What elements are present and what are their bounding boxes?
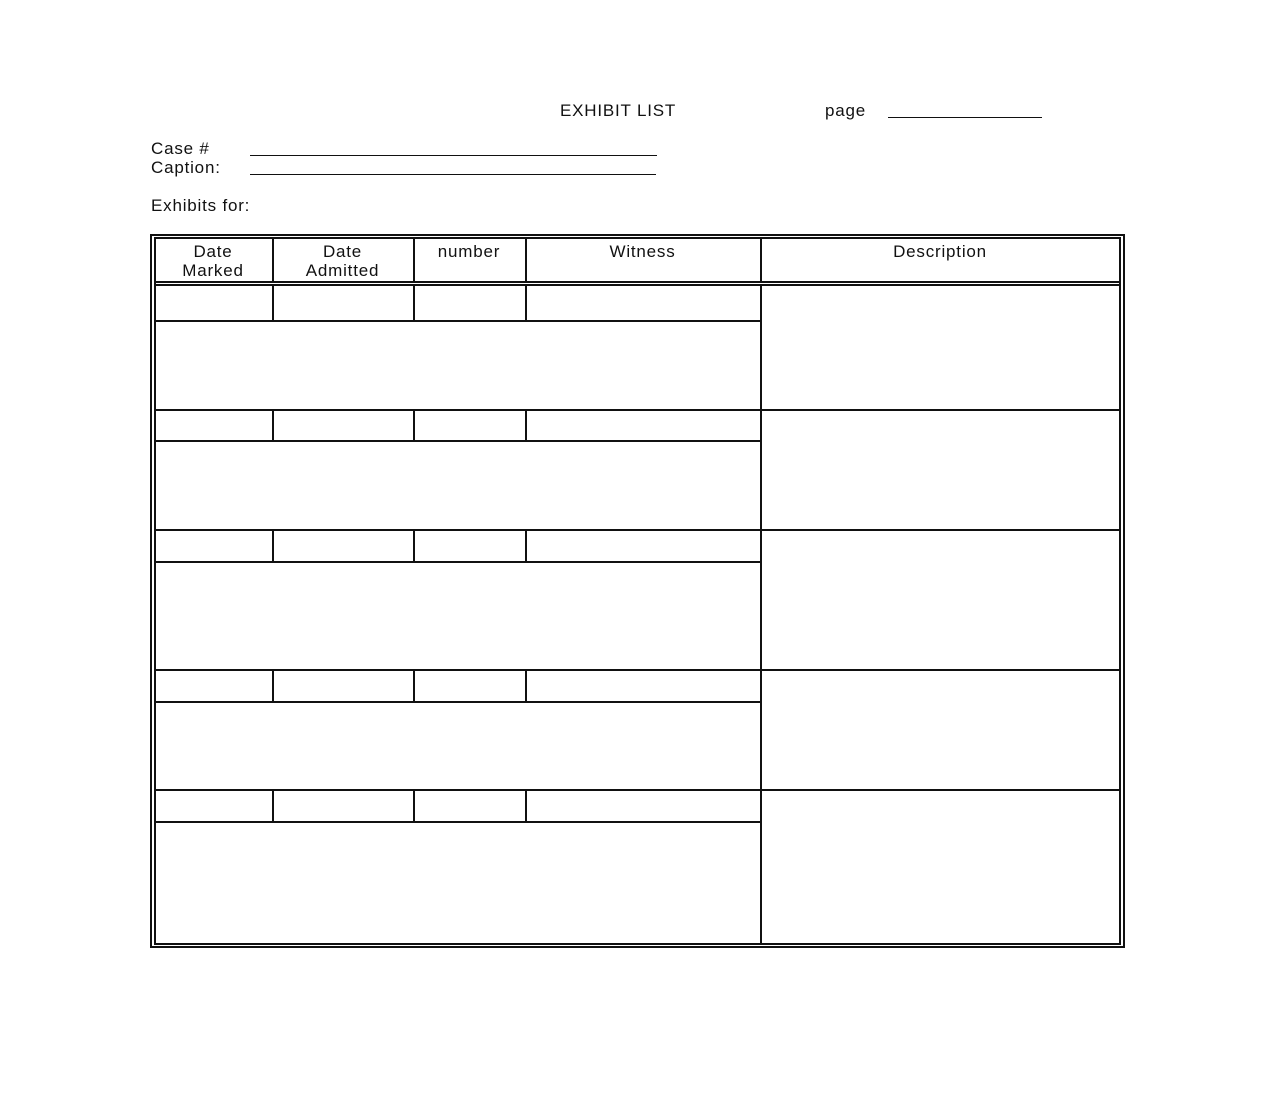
notes-field[interactable] bbox=[156, 563, 758, 668]
witness-field[interactable] bbox=[527, 411, 759, 439]
header-line-1: Witness bbox=[609, 242, 676, 261]
witness-field[interactable] bbox=[527, 531, 759, 560]
table-border bbox=[154, 943, 1121, 945]
date-admitted-field[interactable] bbox=[274, 411, 412, 439]
notes-field[interactable] bbox=[156, 322, 758, 408]
witness-field[interactable] bbox=[527, 286, 759, 319]
description-field[interactable] bbox=[762, 791, 1118, 943]
date-admitted-field[interactable] bbox=[274, 286, 412, 319]
caption-label: Caption: bbox=[151, 158, 221, 177]
header-line-1: Date bbox=[322, 242, 363, 261]
number-field[interactable] bbox=[415, 791, 524, 820]
header-line-2: Marked bbox=[182, 261, 244, 280]
document-title: EXHIBIT LIST bbox=[560, 101, 677, 120]
date-marked-field[interactable] bbox=[156, 531, 271, 560]
witness-field[interactable] bbox=[527, 671, 759, 700]
table-border bbox=[1123, 234, 1125, 948]
notes-field[interactable] bbox=[156, 703, 758, 788]
number-field[interactable] bbox=[415, 286, 524, 319]
notes-field[interactable] bbox=[156, 823, 758, 943]
table-border bbox=[150, 234, 152, 948]
header-line-1: number bbox=[437, 242, 501, 261]
date-marked-field[interactable] bbox=[156, 671, 271, 700]
header-divider bbox=[154, 281, 1121, 283]
date-admitted-field[interactable] bbox=[274, 791, 412, 820]
case-number-field[interactable] bbox=[250, 155, 657, 156]
number-field[interactable] bbox=[415, 531, 524, 560]
description-field[interactable] bbox=[762, 411, 1118, 528]
page-number-field[interactable] bbox=[888, 117, 1042, 118]
description-field[interactable] bbox=[762, 286, 1118, 408]
column-header bbox=[760, 242, 1120, 261]
page-label: page bbox=[825, 101, 867, 120]
witness-field[interactable] bbox=[527, 791, 759, 820]
column-header bbox=[154, 242, 272, 280]
number-field[interactable] bbox=[415, 411, 524, 439]
header-line-1: Date bbox=[193, 242, 233, 261]
date-marked-field[interactable] bbox=[156, 791, 271, 820]
column-header bbox=[272, 242, 413, 280]
case-label: Case # bbox=[151, 139, 210, 158]
header-line-1: Description bbox=[893, 242, 987, 261]
exhibits-for-label: Exhibits for: bbox=[151, 196, 251, 215]
table-border bbox=[154, 237, 1121, 239]
column-header bbox=[525, 242, 760, 261]
date-admitted-field[interactable] bbox=[274, 531, 412, 560]
description-field[interactable] bbox=[762, 671, 1118, 788]
table-border bbox=[150, 946, 1125, 948]
column-header bbox=[413, 242, 525, 261]
date-marked-field[interactable] bbox=[156, 411, 271, 439]
number-field[interactable] bbox=[415, 671, 524, 700]
caption-field[interactable] bbox=[250, 174, 656, 175]
description-field[interactable] bbox=[762, 531, 1118, 668]
notes-field[interactable] bbox=[156, 442, 758, 528]
table-border bbox=[1119, 237, 1121, 944]
date-marked-field[interactable] bbox=[156, 286, 271, 319]
header-line-2: Admitted bbox=[305, 261, 380, 280]
date-admitted-field[interactable] bbox=[274, 671, 412, 700]
table-border bbox=[150, 234, 1125, 236]
